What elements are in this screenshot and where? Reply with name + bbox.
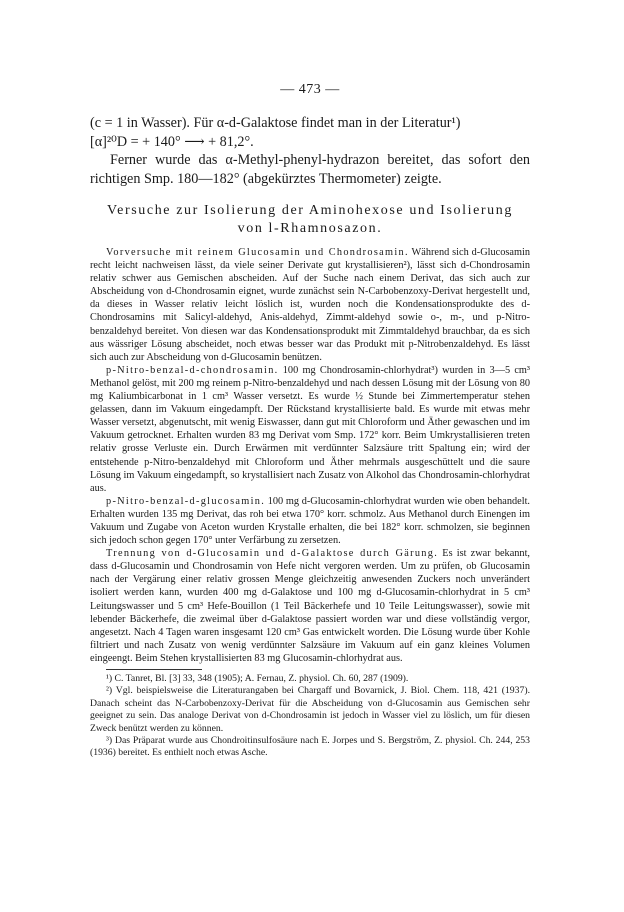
footnote-2: ²) Vgl. beispielsweise die Literaturangaben bei Chargaff und Bovarnick, J. Biol. Chem. 118, 421 (1937). Danach scheint das N-Carbobenzoxy-Derivat für die Abscheidung von d-Glucosamin aus Gemischen sehr geeignet zu sein. Das analoge Derivat von d-Chondrosamin ist jedoch in Wasser viel zu löslich, um für diesen Zweck benützt werden zu können. (90, 685, 530, 734)
footnote-3: ³) Das Präparat wurde aus Chondroitinsulfosäure nach E. Jorpes und S. Bergström, Z. physiol. Ch. 244, 253 (1936) bereitet. Es enthielt noch etwas Asche. (90, 735, 530, 759)
intro-line-1: (c = 1 in Wasser). Für α-d-Galaktose findet man in der Literatur¹) (90, 115, 461, 131)
paragraph-text: 100 mg d-Glucosamin-chlorhydrat wurden wie oben behandelt. Erhalten wurden 135 mg Derivat, das roh bei etwa 170° korr. schmolz. Aus Methanol durch Einengen im Vakuum und Zugabe von Aceton wurden Krystalle erhalten, die bei 182° korr. schmolzen, sie beginnen sich jedoch schon gegen 170° unter Verfärbung zu zersetzen. (90, 495, 531, 547)
paragraph-lead: p-Nitro-benzal-d-glucosamin. (106, 495, 266, 507)
footnote-divider (106, 669, 202, 670)
intro-line-2: [α]²⁰D = + 140° ⟶ + 81,2°. (90, 133, 254, 150)
section-heading-line-1: Versuche zur Isolierung der Aminohexose und Isolierung (107, 203, 513, 218)
paragraph-lead: p-Nitro-benzal-d-chondrosamin. (106, 364, 279, 376)
paragraph-text: Während sich d-Glucosamin recht leicht nachweisen lässt, da viele seiner Derivate gut krystallisieren²), lässt sich d-Chondrosamin relativ schwer aus Gemischen abscheiden. Auf der Suche nach einem Derivat, das sich auch zur Abscheidung von d-Chondrosamin eignet, wurde zunächst sein N-Carbobenzoxy-Derivat hergestellt und, da dieses in Wasser relativ leicht löslich ist, wurden noch die Kondensationsprodukte des d-Chondrosamins mit Salicyl-aldehyd, Anis-aldehyd, Zimmt-aldehyd sowie o-, m-, und p-Nitro-benzaldehyd bereitet. Von diesen war das Kondensationsprodukt mit Zimmtaldehyd brauchbar, da es sich aus wässriger Lösung abscheidet, noch etwas besser war das Produkt mit p-Nitrobenzaldehyd. Es lässt sich auch zur Abscheidung von d-Glucosamin benützen. (90, 247, 530, 363)
paragraph-text: 100 mg Chondrosamin-chlorhydrat³) wurden in 3—5 cm³ Methanol gelöst, mit 200 mg reinem p-Nitro-benzaldehyd und nach dessen Lösung mit der Lösung von 80 mg Kaliumbicarbonat in 1 cm³ Wasser versetzt. Es wurde ½ Stunde bei Zimmertemperatur stehen gelassen, dann im Vakuum eingedampft. Der Rückstand krystallisierte bald. Es wurde mit etwas mehr Wasser versetzt, abgenutscht, mit wenig Eiswasser, dann gut mit Chloroform und Äther gewaschen und im Vakuum getrocknet. Erhalten wurden 83 mg Derivat vom Smp. 172° korr. Beim Umkrystallisieren treten relativ grosse Verluste ein. Durch Erwärmen mit verdünnter Salzsäure tritt Spaltung ein; wird der entstehende p-Nitro-benzaldehyd mit Chloroform und Äther mehrmals ausgeschüttelt und die saure Lösung im Vakuum eingedampft, so krystallisiert nach Zusatz von Alkohol das Chondrosamin-chlorhydrat aus. (90, 364, 530, 494)
page-number: — 473 — (280, 82, 340, 97)
paragraph-text: Es ist zwar bekannt, dass d-Glucosamin und Chondrosamin von Hefe nicht vergoren werden. Um zu prüfen, ob Glucosamin nach der Vergärung einer relativ grossen Menge gleichzeitig anwesenden Zuckers noch unverändert isoliert werden kann, wurden 400 mg d-Galaktose und 100 mg d-Glucosamin-chlorhydrat in 5 cm³ Leitungswasser und 5 cm³ Hefe-Bouillon (1 Teil Bäckerhefe und 10 Teile Leitungswasser), sowie mit lebender Bäckerhefe, die zweimal über d-Galaktose passiert worden war und diese vollständig vergor, angesetzt. Nach 4 Tagen waren insgesamt 120 cm³ Gas entwickelt worden. Die Lösung wurde über Kohle filtriert und nach Zusatz von wenig verdünnter Salzsäure im Vakuum auf ein ganz kleines Volumen eingeengt. Beim Stehen krystallisierten 83 mg Glucosamin-chlorhydrat aus. (90, 548, 530, 664)
paragraph-trennung (90, 547, 530, 665)
paragraph-vorversuche (90, 246, 530, 364)
paragraph-lead: Vorversuche mit reinem Glucosamin und Chondrosamin. (106, 247, 409, 258)
paragraph-lead: Trennung von d-Glucosamin und d-Galaktose durch Gärung. (106, 548, 439, 560)
paragraph-chondrosamin (90, 364, 530, 495)
intro-paragraph: Ferner wurde das α-Methyl-phenyl-hydrazon bereitet, das sofort den richtigen Smp. 180—182° (abgekürztes Thermometer) zeigte. (90, 152, 530, 187)
footnote-1: ¹) C. Tanret, Bl. [3] 33, 348 (1905); A. Fernau, Z. physiol. Ch. 60, 287 (1909). (106, 673, 409, 684)
section-heading-line-2: von l-Rhamnosazon. (237, 221, 383, 236)
section-heading (90, 202, 530, 238)
paragraph-glucosamin (90, 495, 530, 547)
